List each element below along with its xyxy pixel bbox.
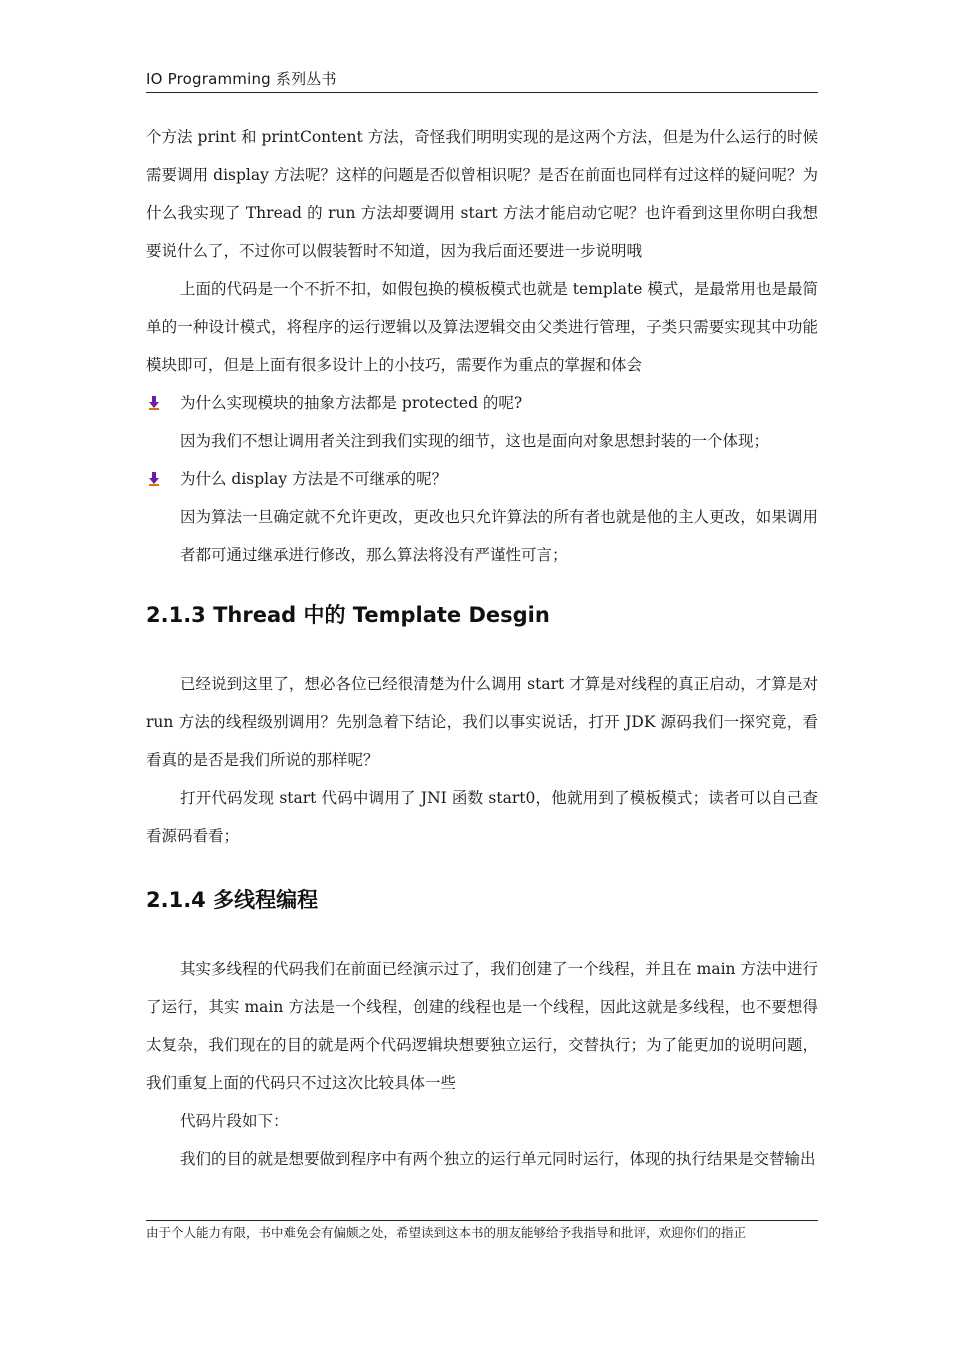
intro-paragraph-1: 个方法 print 和 printContent 方法，奇怪我们明明实现的是这两个方法，但是为什么运行的时候需要调用 display 方法呢？这样的问题是否似曾相识呢？是否在前面也同样有过这样的疑问呢？为什么我实现了 Thread 的 run 方法却要调用 start 方法才能启动它呢？也许看到这里你明白我想要说什么了，不过你可以假装暂时不知道，因为我后面还要进一步说明哦 (146, 128, 818, 260)
section-213-paragraph-1: 已经说到这里了，想必各位已经很清楚为什么调用 start 才算是对线程的真正启动，才算是对 run 方法的线程级别调用？先别急着下结论，我们以事实说话，打开 JDK 源码我们一探究竟，看看真的是否是我们所说的那样呢？ (146, 675, 818, 769)
question-text: 为什么 display 方法是不可继承的呢？ (180, 470, 448, 488)
section-213-paragraph-2: 打开代码发现 start 代码中调用了 JNI 函数 start0，他就用到了模板模式；读者可以自己查看源码看看； (146, 789, 818, 845)
bullet-question-1 (146, 384, 818, 422)
section-214-paragraph-2: 代码片段如下： (180, 1112, 289, 1130)
intro-paragraph-2: 上面的代码是一个不折不扣，如假包换的模板模式也就是 template 模式，是最常用也是最简单的一种设计模式，将程序的运行逻辑以及算法逻辑交由父类进行管理，子类只需要实现其中功能模块即可，但是上面有很多设计上的小技巧，需要作为重点的掌握和体会 (146, 280, 818, 374)
section-214-paragraph-1: 其实多线程的代码我们在前面已经演示过了，我们创建了一个线程，并且在 main 方法中进行了运行，其实 main 方法是一个线程，创建的线程也是一个线程，因此这就是多线程，也不要想得太复杂，我们现在的目的就是两个代码逻辑块想要独立运行，交替执行；为了能更加的说明问题，我们重复上面的代码只不过这次比较具体一些 (146, 960, 818, 1092)
bullet-question-2 (146, 460, 818, 498)
footer-note: 由于个人能力有限，书中难免会有偏颇之处，希望读到这本书的朋友能够给予我指导和批评，欢迎你们的指正 (146, 1225, 747, 1240)
question-text: 为什么实现模块的抽象方法都是 protected 的呢? (180, 394, 523, 412)
page-content (146, 118, 818, 1178)
answer-paragraph-2: 因为算法一旦确定就不允许更改，更改也只允许算法的所有者也就是他的主人更改，如果调用者都可通过继承进行修改，那么算法将没有严谨性可言； (180, 508, 818, 564)
page-header (146, 66, 818, 93)
header-title: IO Programming 系列丛书 (146, 70, 337, 88)
answer-paragraph-1: 因为我们不想让调用者关注到我们实现的细节，这也是面向对象思想封装的一个体现； (180, 432, 770, 450)
section-214-paragraph-3: 我们的目的就是想要做到程序中有两个独立的运行单元同时运行，体现的执行结果是交替输出 (180, 1150, 816, 1168)
arrow-bullet-icon (146, 471, 162, 487)
section-heading-2-1-4: 2.1.4 多线程编程 (146, 888, 319, 912)
page-footer (146, 1220, 818, 1242)
arrow-bullet-icon (146, 395, 162, 411)
section-heading-2-1-3: 2.1.3 Thread 中的 Template Desgin (146, 603, 550, 627)
